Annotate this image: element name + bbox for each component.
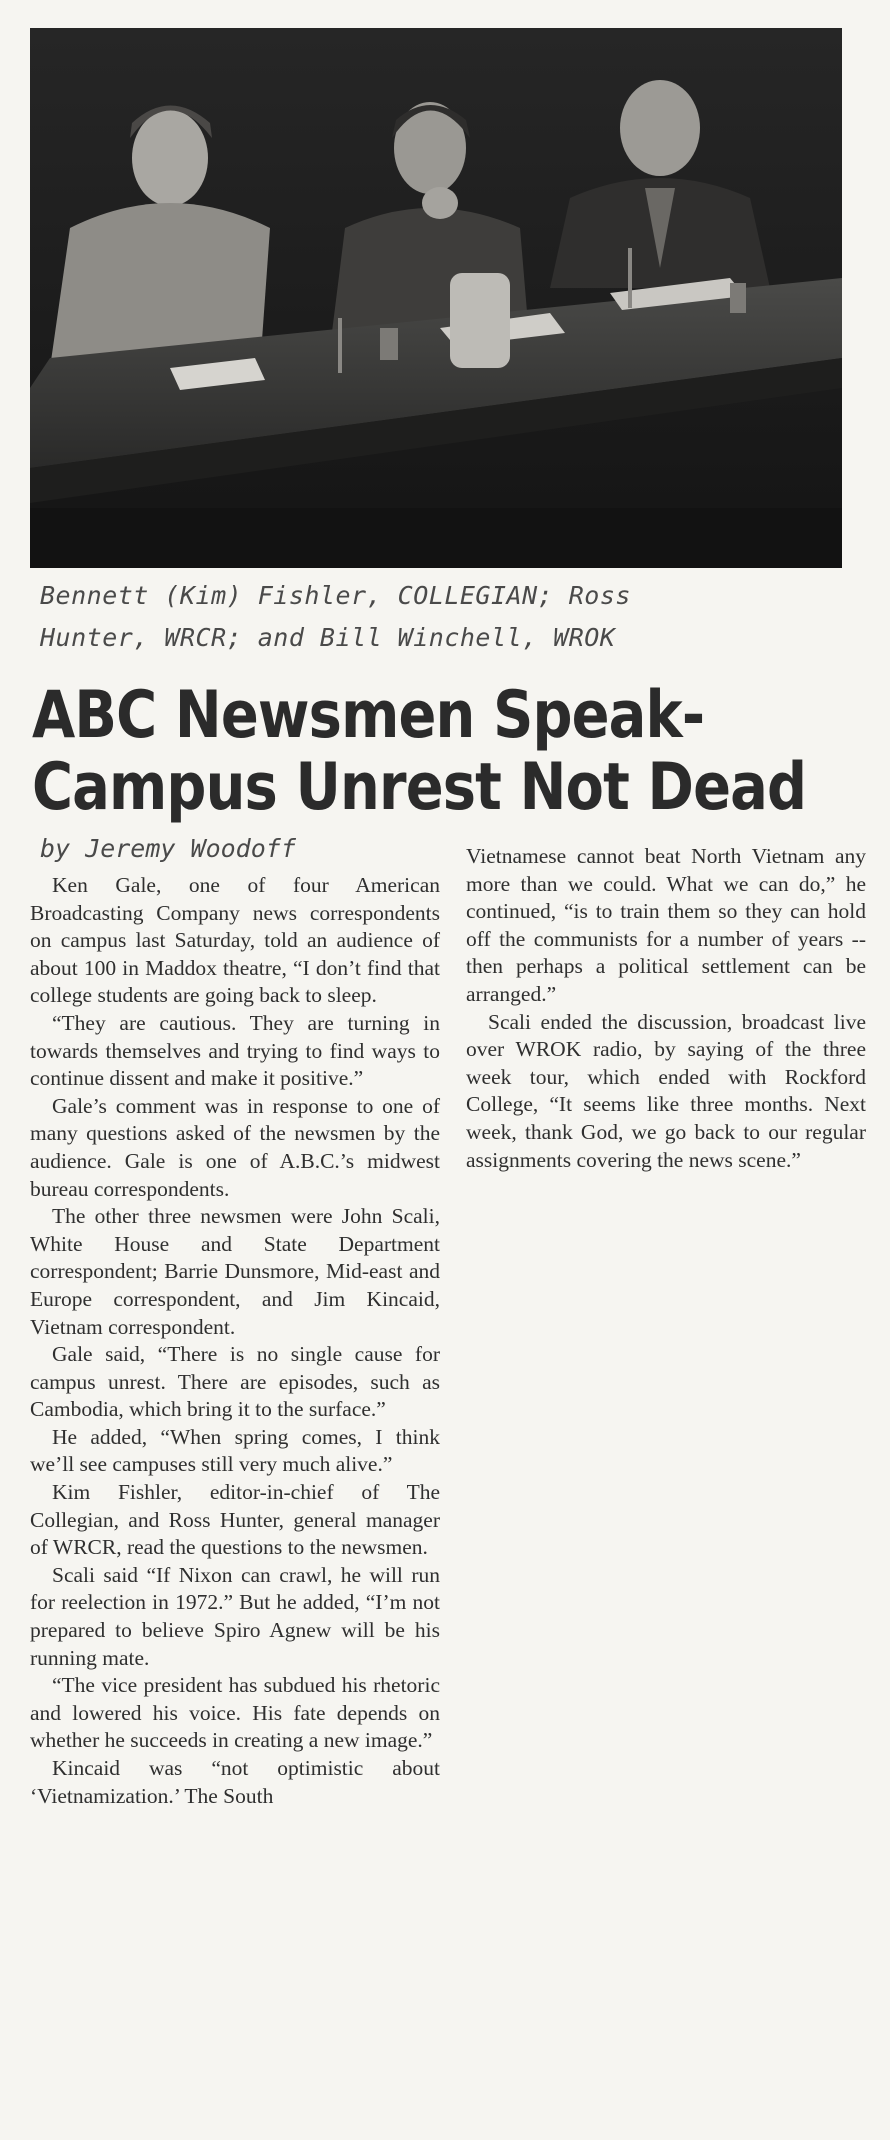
- photo-three-men-at-table-icon: [30, 28, 842, 568]
- headline-line: Campus Unrest Not Dead: [32, 750, 807, 825]
- news-photo: [30, 28, 842, 568]
- paragraph: Kincaid was “not optimistic about ‘Vietnamization.’ The South: [30, 1756, 440, 1808]
- paragraph: Gale said, “There is no single cause for campus unrest. There are episodes, such as Cambodia, which bring it to the surface.”: [30, 1342, 440, 1422]
- article-headline: [32, 678, 807, 825]
- paragraph: The other three newsmen were John Scali, White House and State Department correspondent; Barrie Dunsmore, Mid-east and Europe correspondent, and Jim Kincaid, Vietnam correspondent.: [30, 1204, 440, 1339]
- caption-line: Bennett (Kim) Fishler, COLLEGIAN; Ross: [40, 581, 631, 610]
- headline-line: ABC Newsmen Speak-: [32, 678, 705, 753]
- paragraph: Ken Gale, one of four American Broadcasting Company news correspondents on campus last Saturday, told an audience of about 100 in Maddox theatre, “I don’t find that college students are going back to sleep.: [30, 873, 440, 1008]
- paragraph: He added, “When spring comes, I think we’ll see campuses still very much alive.”: [30, 1424, 440, 1477]
- paragraph: Kim Fishler, editor-in-chief of The Collegian, and Ross Hunter, general manager of WRCR, read the questions to the newsmen.: [30, 1480, 440, 1560]
- caption-line: Hunter, WRCR; and Bill Winchell, WROK: [40, 623, 616, 652]
- paragraph: “The vice president has subdued his rhetoric and lowered his voice. His fate depends on whether he succeeds in creating a new image.”: [30, 1673, 440, 1753]
- paragraph: Vietnamese cannot beat North Vietnam any more than we could. What we can do,” he continued, “is to train them so they can hold off the communists for a number of years -- then perhaps a political settlement can be arranged.”: [466, 844, 866, 1006]
- byline: by Jeremy Woodoff: [40, 834, 296, 863]
- paragraph: Scali said “If Nixon can crawl, he will run for reelection in 1972.” But he added, “I’m not prepared to believe Spiro Agnew will be his running mate.: [30, 1562, 440, 1670]
- paragraph: Scali ended the discussion, broadcast live over WROK radio, by saying of the three week tour, which ended with Rockford College, “It seems like three months. Next week, thank God, we go back to our regular assignments covering the news scene.”: [466, 1009, 866, 1172]
- article-column-left: [30, 872, 440, 1810]
- article-column-right: [466, 843, 866, 1174]
- paragraph: “They are cautious. They are turning in towards themselves and trying to find ways to continue dissent and make it positive.”: [30, 1010, 440, 1091]
- paragraph: Gale’s comment was in response to one of many questions asked of the newsmen by the audience. Gale is one of A.B.C.’s midwest bureau correspondents.: [30, 1093, 440, 1201]
- photo-caption: [40, 575, 860, 659]
